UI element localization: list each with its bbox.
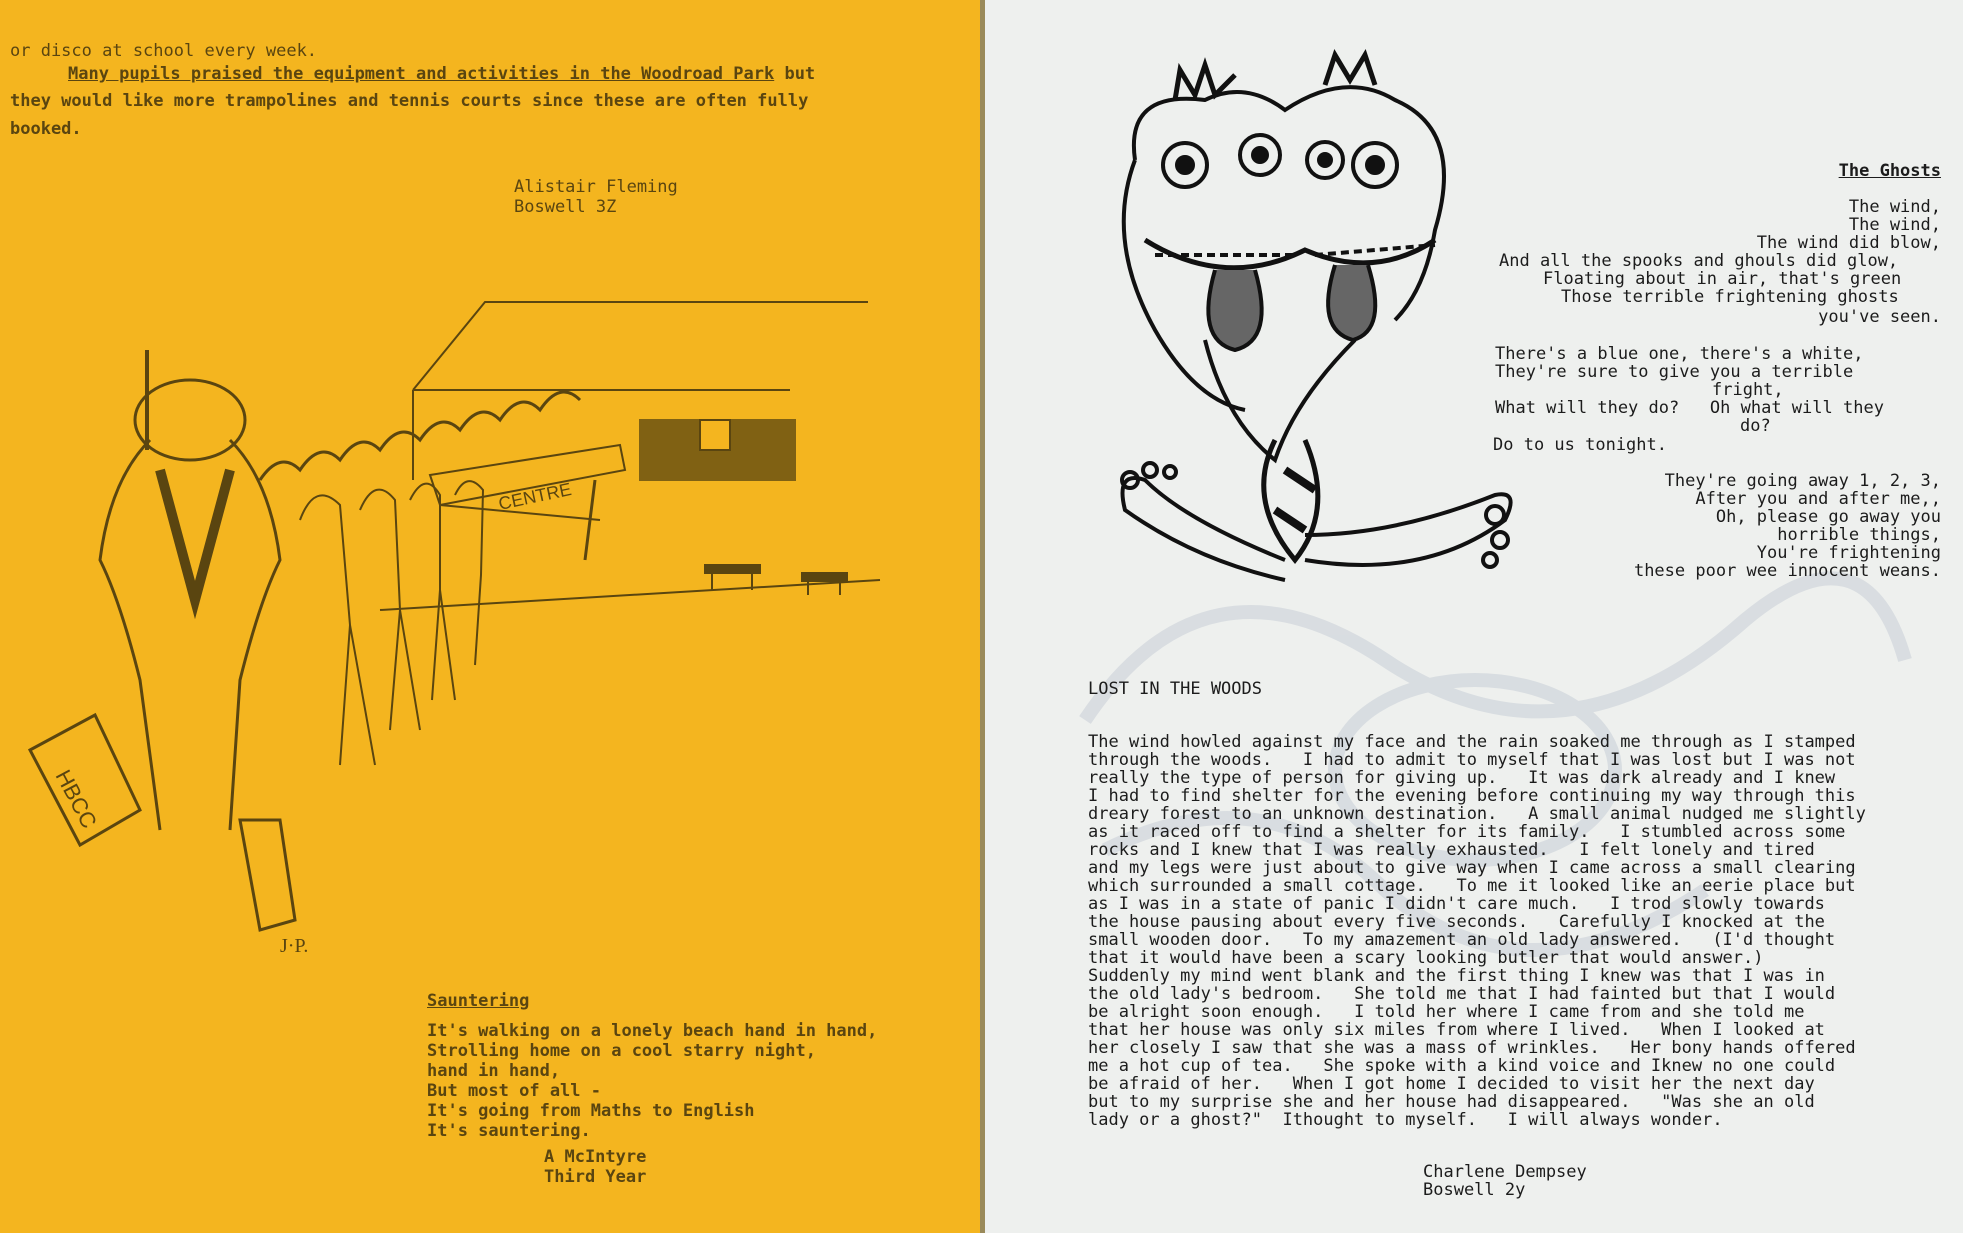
paragraph-underlined-text: Many pupils praised the equipment and activities in the Woodroad Park xyxy=(68,64,775,84)
sauntering-line-1: It's walking on a lonely beach hand in hand, xyxy=(427,1021,878,1041)
intro-line: or disco at school every week. xyxy=(10,41,318,61)
story-line-9: which surrounded a small cottage. To me it looked like an eerie place but xyxy=(1088,876,1856,896)
artist-initials: J·P. xyxy=(280,935,309,957)
story-line-17: that her house was only six miles from where I lived. When I looked at xyxy=(1088,1020,1825,1040)
story-author-class: Boswell 2y xyxy=(1423,1180,1526,1200)
story-line-10: as I was in a state of panic I didn't care much. I trod slowly towards xyxy=(1088,894,1825,914)
two-headed-creature-drawing xyxy=(1075,40,1515,630)
ghosts-line-6: Those terrible frightening ghosts xyxy=(1561,287,1899,307)
story-line-18: her closely I saw that she was a mass of wrinkles. Her bony hands offered xyxy=(1088,1038,1856,1058)
ghosts-line-10: fright, xyxy=(1712,380,1784,400)
author-class: Boswell 3Z xyxy=(514,197,617,217)
author-name: Alistair Fleming xyxy=(514,177,678,197)
ghosts-line-2: The wind, xyxy=(1848,215,1941,235)
ghosts-line-5: Floating about in air, that's green xyxy=(1543,269,1902,289)
story-line-6: as it raced off to find a shelter for its family. I stumbled across some xyxy=(1088,822,1846,842)
paragraph-line-1 xyxy=(68,65,815,83)
ghosts-line-13: Do to us tonight. xyxy=(1493,435,1667,455)
story-line-3: really the type of person for giving up. It was dark already and I knew xyxy=(1088,768,1836,788)
centre-sign-text: CENTRE xyxy=(496,478,574,514)
sauntering-year: Third Year xyxy=(544,1167,647,1187)
ghosts-line-7: you've seen. xyxy=(1818,307,1941,327)
sauntering-line-3: hand in hand, xyxy=(427,1061,561,1081)
sauntering-line-5: It's going from Maths to English xyxy=(427,1101,755,1121)
sauntering-line-4: But most of all - xyxy=(427,1081,601,1101)
story-line-14: Suddenly my mind went blank and the first thing I knew was that I was in xyxy=(1088,966,1825,986)
ghosts-line-14: They're going away 1, 2, 3, xyxy=(1664,471,1941,491)
sauntering-author: A McIntyre xyxy=(544,1147,647,1167)
sauntering-title: Sauntering xyxy=(427,991,530,1011)
story-line-7: rocks and I knew that I was really exhausted. I felt lonely and tired xyxy=(1088,840,1815,860)
story-line-1: The wind howled against my face and the rain soaked me through as I stamped xyxy=(1088,732,1856,752)
story-line-11: the house pausing about every five seconds. Carefully I knocked at the xyxy=(1088,912,1825,932)
story-line-15: the old lady's bedroom. She told me that I had fainted but that I would xyxy=(1088,984,1836,1004)
story-line-5: dreary forest to an unknown destination. A small animal nudged me slightly xyxy=(1088,804,1866,824)
story-line-21: but to my surprise she and her house had disappeared. "Was she an old xyxy=(1088,1092,1815,1112)
ghosts-line-9: They're sure to give you a terrible xyxy=(1495,362,1854,382)
ghosts-title: The Ghosts xyxy=(1838,161,1941,181)
ghosts-line-16: Oh, please go away you xyxy=(1715,507,1941,527)
ghosts-line-18: You're frightening xyxy=(1756,543,1941,563)
sauntering-line-2: Strolling home on a cool starry night, xyxy=(427,1041,816,1061)
story-line-16: be alright soon enough. I told her where I came from and she told me xyxy=(1088,1002,1805,1022)
story-line-19: me a hot cup of tea. She spoke with a kind voice and Iknew no one could xyxy=(1088,1056,1836,1076)
left-page xyxy=(0,0,980,1233)
story-line-2: through the woods. I had to admit to myself that I was lost but I was not xyxy=(1088,750,1856,770)
story-line-4: I had to find shelter for the evening before continuing my way through this xyxy=(1088,786,1856,806)
story-author: Charlene Dempsey xyxy=(1423,1162,1587,1182)
story-line-13: that it would have been a scary looking butler that would answer.) xyxy=(1088,948,1764,968)
ghosts-line-15: After you and after me,, xyxy=(1695,489,1941,509)
story-line-8: and my legs were just about to give way when I came across a small clearing xyxy=(1088,858,1856,878)
story-line-22: lady or a ghost?" Ithought to myself. I will always wonder. xyxy=(1088,1110,1723,1130)
bag-text: HBCC xyxy=(50,765,102,833)
right-page xyxy=(985,0,1963,1233)
paragraph-tail-text: but xyxy=(774,64,816,84)
ghosts-line-11: What will they do? Oh what will they xyxy=(1495,398,1884,418)
ghosts-line-12: do? xyxy=(1740,416,1771,436)
ghosts-line-4: And all the spooks and ghouls did glow, xyxy=(1499,251,1899,271)
ghosts-line-3: The wind did blow, xyxy=(1756,233,1941,253)
ghosts-line-19: these poor wee innocent weans. xyxy=(1633,561,1941,581)
ghosts-line-17: horrible things, xyxy=(1777,525,1941,545)
ghosts-line-8: There's a blue one, there's a white, xyxy=(1495,344,1864,364)
sauntering-line-6: It's sauntering. xyxy=(427,1121,591,1141)
ghosts-line-1: The wind, xyxy=(1848,197,1941,217)
story-line-12: small wooden door. To my amazement an old lady answered. (I'd thought xyxy=(1088,930,1836,950)
story-line-20: be afraid of her. When I got home I decided to visit her the next day xyxy=(1088,1074,1815,1094)
queue-drawing xyxy=(0,290,900,970)
paragraph-line-3: booked. xyxy=(10,119,82,139)
story-title: LOST IN THE WOODS xyxy=(1088,679,1262,699)
paragraph-line-2: they would like more trampolines and tennis courts since these are often fully xyxy=(10,91,809,111)
